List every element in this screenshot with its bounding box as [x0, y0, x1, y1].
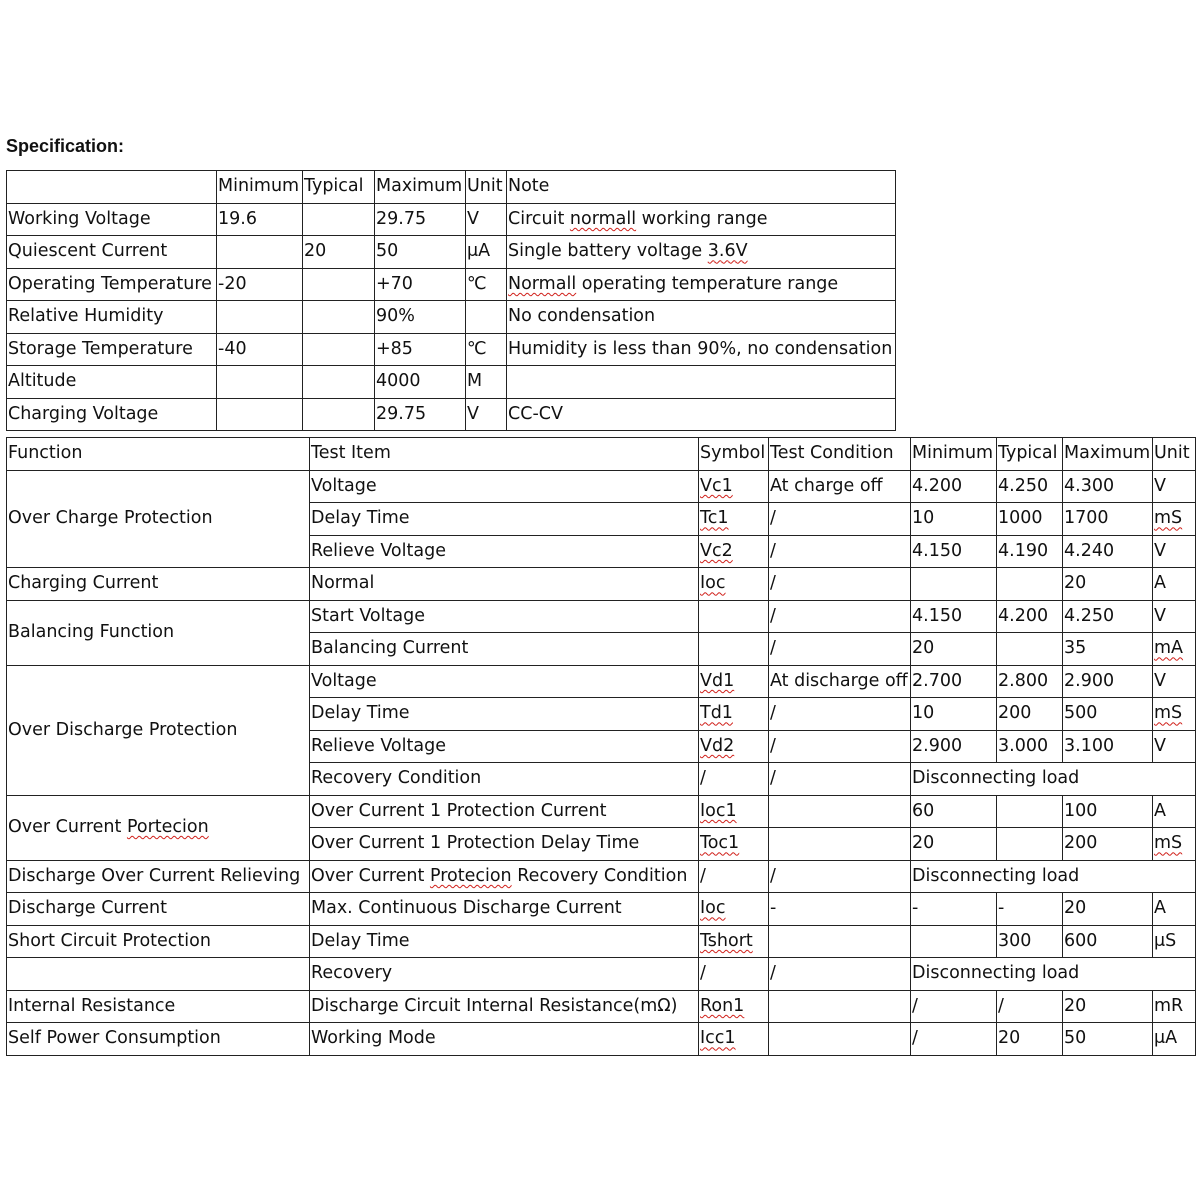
spec-note-cell: Normall operating temperature range: [507, 268, 896, 301]
protection-header-row: [7, 438, 1196, 471]
test-condition-cell: /: [769, 958, 911, 991]
spec-header-cell: Typical: [303, 171, 375, 204]
value-typ-cell: /: [997, 990, 1063, 1023]
test-item-cell: Delay Time: [310, 503, 699, 536]
spec-note-cell: CC-CV: [507, 398, 896, 431]
protection-header-cell: Typical: [997, 438, 1063, 471]
spec-unit-cell: [466, 301, 507, 334]
protection-row: [7, 665, 1196, 698]
value-max-cell: 50: [1063, 1023, 1153, 1056]
test-item-cell: Voltage: [310, 470, 699, 503]
symbol-cell: Vd1: [699, 665, 769, 698]
value-min-cell: 4.200: [911, 470, 997, 503]
symbol-cell: Ioc1: [699, 795, 769, 828]
spec-typ-cell: [303, 301, 375, 334]
spec-row: [7, 366, 896, 399]
value-min-cell: 60: [911, 795, 997, 828]
symbol-cell: Ioc: [699, 893, 769, 926]
value-unit-cell: mS: [1153, 698, 1196, 731]
spec-header-cell: Minimum: [217, 171, 303, 204]
value-max-cell: 4.240: [1063, 535, 1153, 568]
symbol-cell: Vc2: [699, 535, 769, 568]
spec-unit-cell: V: [466, 398, 507, 431]
value-unit-cell: mA: [1153, 633, 1196, 666]
spec-row: [7, 203, 896, 236]
protection-row: [7, 568, 1196, 601]
value-unit-cell: A: [1153, 893, 1196, 926]
value-min-cell: /: [911, 1023, 997, 1056]
spec-note-cell: No condensation: [507, 301, 896, 334]
symbol-cell: Tc1: [699, 503, 769, 536]
spec-header-cell: Maximum: [375, 171, 466, 204]
test-condition-cell: /: [769, 633, 911, 666]
spec-typ-cell: [303, 203, 375, 236]
test-item-cell: Relieve Voltage: [310, 535, 699, 568]
spec-max-cell: 29.75: [375, 203, 466, 236]
value-typ-cell: 4.190: [997, 535, 1063, 568]
function-cell: [7, 958, 310, 991]
value-typ-cell: 20: [997, 1023, 1063, 1056]
protection-header-cell: Function: [7, 438, 310, 471]
spec-max-cell: 29.75: [375, 398, 466, 431]
spec-row: [7, 301, 896, 334]
value-min-cell: 20: [911, 633, 997, 666]
value-max-cell: 35: [1063, 633, 1153, 666]
test-item-cell: Discharge Circuit Internal Resistance(mΩ): [310, 990, 699, 1023]
protection-header-cell: Maximum: [1063, 438, 1153, 471]
function-cell: Over Charge Protection: [7, 470, 310, 568]
value-unit-cell: A: [1153, 568, 1196, 601]
function-cell: Self Power Consumption: [7, 1023, 310, 1056]
value-unit-cell: V: [1153, 600, 1196, 633]
value-max-cell: 3.100: [1063, 730, 1153, 763]
value-max-cell: 4.300: [1063, 470, 1153, 503]
test-condition-cell: [769, 795, 911, 828]
protection-row: [7, 470, 1196, 503]
spec-typ-cell: [303, 398, 375, 431]
spec-unit-cell: ℃: [466, 333, 507, 366]
spec-header-cell: Unit: [466, 171, 507, 204]
spec-min-cell: -40: [217, 333, 303, 366]
spec-typ-cell: 20: [303, 236, 375, 269]
spec-unit-cell: M: [466, 366, 507, 399]
spec-row: [7, 398, 896, 431]
value-unit-cell: mR: [1153, 990, 1196, 1023]
protection-table: [6, 437, 1196, 1056]
spec-item-cell: Storage Temperature: [7, 333, 217, 366]
value-min-cell: [911, 925, 997, 958]
test-condition-cell: [769, 828, 911, 861]
symbol-cell: Vc1: [699, 470, 769, 503]
spec-header-cell: [7, 171, 217, 204]
symbol-cell: Ron1: [699, 990, 769, 1023]
test-condition-cell: -: [769, 893, 911, 926]
value-typ-cell: 1000: [997, 503, 1063, 536]
spec-min-cell: [217, 366, 303, 399]
value-typ-cell: -: [997, 893, 1063, 926]
value-max-cell: 500: [1063, 698, 1153, 731]
value-unit-cell: mS: [1153, 828, 1196, 861]
value-unit-cell: V: [1153, 730, 1196, 763]
protection-header-cell: Test Condition: [769, 438, 911, 471]
value-min-cell: /: [911, 990, 997, 1023]
value-min-cell: -: [911, 893, 997, 926]
spec-typ-cell: [303, 333, 375, 366]
value-typ-cell: [997, 568, 1063, 601]
value-min-cell: 10: [911, 503, 997, 536]
test-item-cell: Start Voltage: [310, 600, 699, 633]
page-title: Specification:: [6, 136, 125, 156]
symbol-cell: Ioc: [699, 568, 769, 601]
function-cell: Internal Resistance: [7, 990, 310, 1023]
test-condition-cell: /: [769, 503, 911, 536]
spec-min-cell: [217, 398, 303, 431]
test-condition-cell: /: [769, 535, 911, 568]
value-min-cell: 2.900: [911, 730, 997, 763]
spec-header-cell: Note: [507, 171, 896, 204]
value-min-cell: 10: [911, 698, 997, 731]
symbol-cell: /: [699, 763, 769, 796]
spec-max-cell: +70: [375, 268, 466, 301]
test-item-cell: Over Current 1 Protection Delay Time: [310, 828, 699, 861]
symbol-cell: Toc1: [699, 828, 769, 861]
spec-item-cell: Relative Humidity: [7, 301, 217, 334]
value-max-cell: 200: [1063, 828, 1153, 861]
symbol-cell: /: [699, 860, 769, 893]
test-item-cell: Over Current Protecion Recovery Condition: [310, 860, 699, 893]
value-min-cell: 4.150: [911, 600, 997, 633]
value-min-cell: 2.700: [911, 665, 997, 698]
value-unit-cell: A: [1153, 795, 1196, 828]
test-condition-cell: [769, 925, 911, 958]
test-item-cell: Normal: [310, 568, 699, 601]
protection-row: [7, 893, 1196, 926]
value-min-cell: 4.150: [911, 535, 997, 568]
value-unit-cell: V: [1153, 665, 1196, 698]
symbol-cell: [699, 600, 769, 633]
merged-value-cell: Disconnecting load: [911, 860, 1196, 893]
spec-item-cell: Altitude: [7, 366, 217, 399]
spec-max-cell: 90%: [375, 301, 466, 334]
value-unit-cell: V: [1153, 470, 1196, 503]
value-max-cell: 100: [1063, 795, 1153, 828]
value-max-cell: 2.900: [1063, 665, 1153, 698]
test-condition-cell: /: [769, 600, 911, 633]
spec-typ-cell: [303, 268, 375, 301]
test-condition-cell: /: [769, 860, 911, 893]
value-typ-cell: 200: [997, 698, 1063, 731]
value-max-cell: 20: [1063, 893, 1153, 926]
symbol-cell: Vd2: [699, 730, 769, 763]
function-cell: Balancing Function: [7, 600, 310, 665]
spec-min-cell: [217, 301, 303, 334]
value-max-cell: 4.250: [1063, 600, 1153, 633]
spec-max-cell: 4000: [375, 366, 466, 399]
merged-value-cell: Disconnecting load: [911, 958, 1196, 991]
protection-row: [7, 958, 1196, 991]
protection-header-cell: Test Item: [310, 438, 699, 471]
value-max-cell: 600: [1063, 925, 1153, 958]
value-max-cell: 20: [1063, 990, 1153, 1023]
protection-row: [7, 860, 1196, 893]
test-item-cell: Recovery Condition: [310, 763, 699, 796]
protection-header-cell: Symbol: [699, 438, 769, 471]
test-condition-cell: At discharge off: [769, 665, 911, 698]
spec-note-cell: Circuit normall working range: [507, 203, 896, 236]
spec-min-cell: 19.6: [217, 203, 303, 236]
spec-note-cell: [507, 366, 896, 399]
function-cell: Over Discharge Protection: [7, 665, 310, 795]
spec-row: [7, 333, 896, 366]
spec-row: [7, 236, 896, 269]
function-cell: Discharge Over Current Relieving: [7, 860, 310, 893]
function-cell: Over Current Portecion: [7, 795, 310, 860]
test-item-cell: Over Current 1 Protection Current: [310, 795, 699, 828]
value-typ-cell: [997, 795, 1063, 828]
test-condition-cell: /: [769, 698, 911, 731]
spec-unit-cell: V: [466, 203, 507, 236]
symbol-cell: Tshort: [699, 925, 769, 958]
spec-unit-cell: μA: [466, 236, 507, 269]
test-item-cell: Delay Time: [310, 925, 699, 958]
spec-note-cell: Single battery voltage 3.6V: [507, 236, 896, 269]
spec-item-cell: Working Voltage: [7, 203, 217, 236]
protection-row: [7, 795, 1196, 828]
spec-min-cell: -20: [217, 268, 303, 301]
value-typ-cell: [997, 828, 1063, 861]
spec-max-cell: +85: [375, 333, 466, 366]
symbol-cell: /: [699, 958, 769, 991]
value-typ-cell: 4.250: [997, 470, 1063, 503]
spec-typ-cell: [303, 366, 375, 399]
value-unit-cell: μA: [1153, 1023, 1196, 1056]
value-unit-cell: mS: [1153, 503, 1196, 536]
protection-row: [7, 925, 1196, 958]
test-item-cell: Voltage: [310, 665, 699, 698]
value-min-cell: [911, 568, 997, 601]
value-max-cell: 1700: [1063, 503, 1153, 536]
spec-item-cell: Operating Temperature: [7, 268, 217, 301]
test-condition-cell: [769, 1023, 911, 1056]
spec-note-cell: Humidity is less than 90%, no condensation: [507, 333, 896, 366]
spec-min-cell: [217, 236, 303, 269]
merged-value-cell: Disconnecting load: [911, 763, 1196, 796]
value-typ-cell: 3.000: [997, 730, 1063, 763]
spec-table: [6, 170, 896, 431]
spec-row: [7, 268, 896, 301]
function-cell: Discharge Current: [7, 893, 310, 926]
test-condition-cell: /: [769, 763, 911, 796]
test-item-cell: Max. Continuous Discharge Current: [310, 893, 699, 926]
test-condition-cell: [769, 990, 911, 1023]
value-max-cell: 20: [1063, 568, 1153, 601]
protection-row: [7, 990, 1196, 1023]
test-item-cell: Balancing Current: [310, 633, 699, 666]
value-typ-cell: 2.800: [997, 665, 1063, 698]
test-item-cell: Working Mode: [310, 1023, 699, 1056]
test-item-cell: Relieve Voltage: [310, 730, 699, 763]
spec-item-cell: Charging Voltage: [7, 398, 217, 431]
symbol-cell: Icc1: [699, 1023, 769, 1056]
value-min-cell: 20: [911, 828, 997, 861]
protection-header-cell: Unit: [1153, 438, 1196, 471]
spec-header-row: [7, 171, 896, 204]
value-typ-cell: [997, 633, 1063, 666]
test-condition-cell: /: [769, 730, 911, 763]
value-typ-cell: 300: [997, 925, 1063, 958]
value-unit-cell: μS: [1153, 925, 1196, 958]
symbol-cell: [699, 633, 769, 666]
spec-max-cell: 50: [375, 236, 466, 269]
symbol-cell: Td1: [699, 698, 769, 731]
test-item-cell: Recovery: [310, 958, 699, 991]
spec-item-cell: Quiescent Current: [7, 236, 217, 269]
spec-unit-cell: ℃: [466, 268, 507, 301]
function-cell: Short Circuit Protection: [7, 925, 310, 958]
function-cell: Charging Current: [7, 568, 310, 601]
value-typ-cell: 4.200: [997, 600, 1063, 633]
value-unit-cell: V: [1153, 535, 1196, 568]
test-condition-cell: At charge off: [769, 470, 911, 503]
test-condition-cell: /: [769, 568, 911, 601]
test-item-cell: Delay Time: [310, 698, 699, 731]
protection-header-cell: Minimum: [911, 438, 997, 471]
protection-row: [7, 600, 1196, 633]
protection-row: [7, 1023, 1196, 1056]
